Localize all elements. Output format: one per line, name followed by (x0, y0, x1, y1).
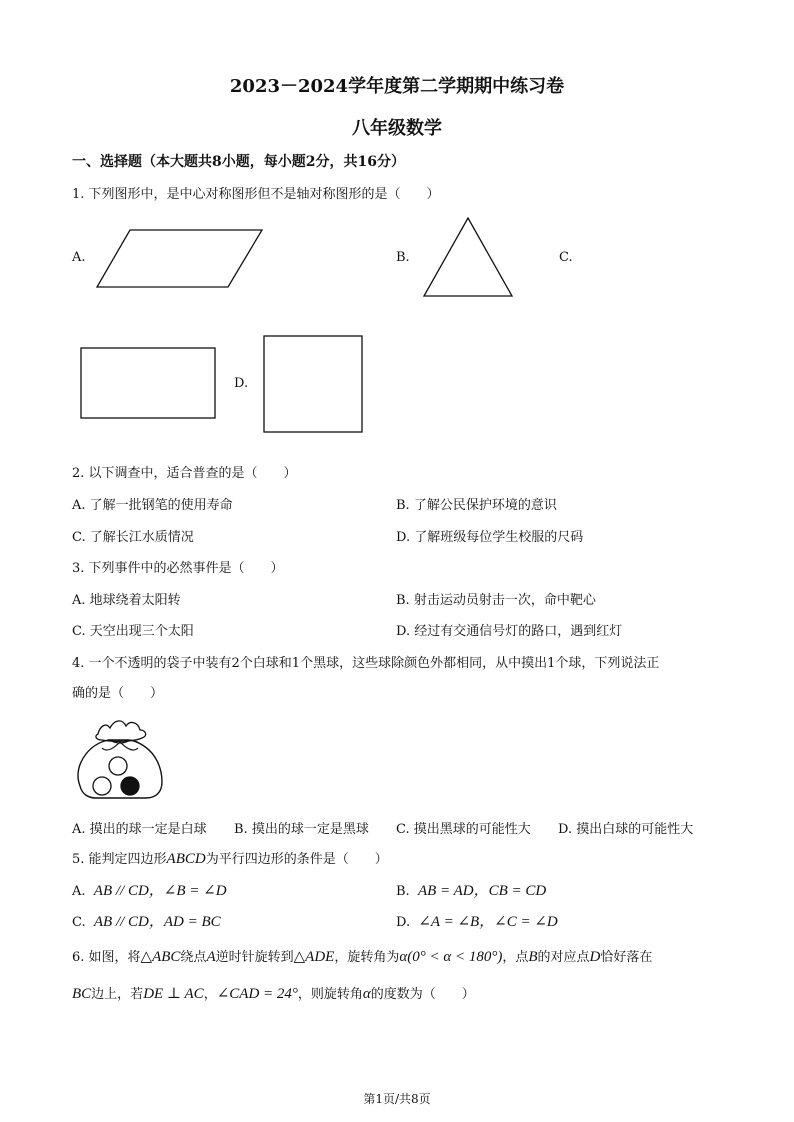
question-2-stem: 2. 以下调查中，适合普查的是（ ） (72, 466, 297, 481)
q6-math: A (206, 949, 216, 965)
white-ball-icon (93, 777, 111, 795)
q6-math: BC (72, 986, 92, 1002)
page-footer: 第1页/共8页 (363, 1092, 431, 1106)
square-figure (263, 335, 365, 435)
q3-option-b: B. 射击运动员射击一次，命中靶心 (396, 593, 596, 608)
q1-option-b-label: B. (396, 250, 410, 265)
q4-option-c: C. 摸出黑球的可能性大 (396, 822, 531, 837)
q4-option-a: A. 摸出的球一定是白球 (72, 822, 207, 837)
page-subtitle: 八年级数学 (352, 118, 442, 139)
question-6-line1 (72, 946, 652, 966)
q5-option-d-math: ∠A = ∠B，∠C = ∠D (418, 914, 558, 930)
q6-text: ，点 (502, 950, 529, 965)
q5-option-a (72, 879, 227, 900)
question-4-stem-line2: 确的是（ ） (72, 686, 164, 701)
page-title: 2023－2024学年度第二学期期中练习卷 (229, 76, 565, 97)
bag-with-balls-figure (72, 712, 168, 802)
q6-text: 6. 如图，将 (72, 950, 141, 965)
q6-text: ，旋转角为 (334, 950, 400, 965)
q3-option-a: A. 地球绕着太阳转 (72, 593, 181, 608)
q5-option-b (396, 879, 546, 900)
q3-option-d: D. 经过有交通信号灯的路口，遇到红灯 (396, 624, 623, 639)
parallelogram-figure (96, 229, 266, 289)
black-ball-icon (121, 777, 139, 795)
q6-math: ∠CAD = 24° (216, 986, 298, 1002)
question-1-stem: 1. 下列图形中，是中心对称图形但不是轴对称图形的是（ ） (72, 187, 440, 202)
q5-option-c (72, 910, 221, 931)
q6-math: α(0° < α < 180°) (399, 949, 503, 965)
triangle-figure (422, 217, 516, 299)
q5-option-a-math: AB // CD，∠B = ∠D (93, 883, 227, 899)
q6-text: ， (203, 987, 217, 1002)
q6-text: 绕点 (180, 950, 207, 965)
q6-math: D (589, 949, 601, 965)
section-heading: 一、选择题（本大题共8小题，每小题2分，共16分） (72, 154, 405, 170)
q5-option-b-math: AB = AD，CB = CD (417, 883, 547, 899)
question-4-stem-line1: 4. 一个不透明的袋子中装有2个白球和1个黑球，这些球除颜色外都相同，从中摸出1个球，下列说法正 (72, 656, 660, 671)
q5-option-d-label: D. (396, 915, 411, 930)
q5-stem-math: ABCD (166, 851, 206, 867)
q6-text: 的度数为（ ） (370, 987, 475, 1002)
q2-option-b: B. 了解公民保护环境的意识 (396, 498, 557, 513)
q5-option-c-label: C. (72, 915, 86, 930)
white-ball-icon (109, 757, 127, 775)
q1-option-c-label: C. (559, 250, 573, 265)
q6-math: α (362, 986, 371, 1002)
q2-option-d: D. 了解班级每位学生校服的尺码 (396, 530, 584, 545)
q6-text: 的对应点 (537, 950, 590, 965)
q6-math: B (528, 949, 538, 965)
q5-option-a-label: A. (72, 884, 86, 899)
q6-math: DE ⊥ AC (143, 986, 204, 1002)
question-3-stem: 3. 下列事件中的必然事件是（ ） (72, 561, 284, 576)
q6-text: 边上，若 (91, 987, 144, 1002)
q6-text: ，则旋转角 (297, 987, 363, 1002)
q6-text: 逆时针旋转到 (215, 950, 294, 965)
question-6-line2 (72, 983, 475, 1003)
q5-option-c-math: AB // CD，AD = BC (93, 914, 221, 930)
q5-stem-pre: 5. 能判定四边形 (72, 852, 167, 867)
q5-option-b-label: B. (396, 884, 410, 899)
q2-option-a: A. 了解一批钢笔的使用寿命 (72, 498, 233, 513)
q1-option-d-label: D. (234, 376, 249, 391)
q4-option-d: D. 摸出白球的可能性大 (558, 822, 694, 837)
q6-math: △ADE (293, 949, 335, 965)
q2-option-c: C. 了解长江水质情况 (72, 530, 194, 545)
q5-stem-post: 为平行四边形的条件是（ ） (205, 852, 388, 867)
q1-option-a-label: A. (72, 250, 86, 265)
rectangle-figure (80, 347, 218, 421)
q5-option-d (396, 910, 558, 931)
q3-option-c: C. 天空出现三个太阳 (72, 624, 194, 639)
q6-math: △ABC (140, 949, 181, 965)
q4-option-b: B. 摸出的球一定是黑球 (234, 822, 369, 837)
q6-text: 恰好落在 (600, 950, 653, 965)
question-5-stem (72, 848, 388, 868)
